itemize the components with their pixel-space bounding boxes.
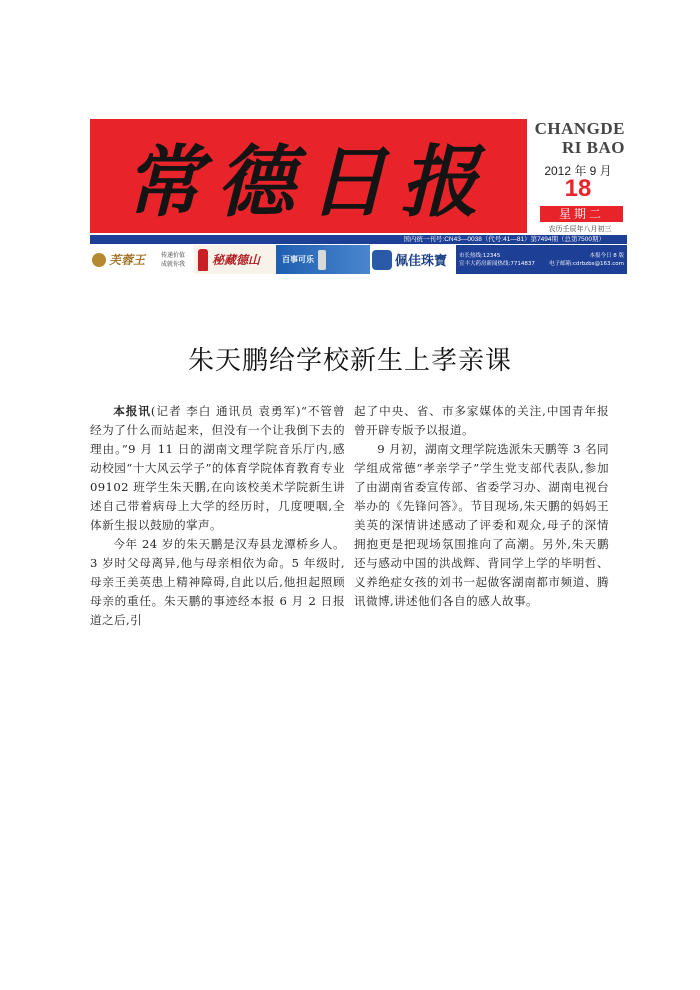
ad-brand: 秘藏德山	[212, 253, 261, 267]
article-headline: 朱天鹏给学校新生上孝亲课	[187, 346, 512, 376]
news-hotline: 宣丰大药房新闻热线:7714837	[459, 260, 535, 267]
article-paragraph: 今年 24 岁的朱天鹏是汉寿县龙潭桥乡人。3 岁时父母离异,他与母亲相依为命。5 年级时,母亲王美英患上精神障碍,自此以后,他担起照顾母亲的重任。朱天鹏的事迹经本报 6 月 2 日报道之后,引	[90, 537, 345, 627]
newspaper-title: 常德日报	[124, 137, 493, 228]
contact-email[interactable]: 电子邮箱:cdrbzbs@163.com	[549, 260, 624, 267]
ad-strip	[90, 245, 627, 274]
furongwang-logo-icon	[92, 253, 106, 267]
contact-info-box	[456, 245, 627, 274]
lunar-date: 农历壬辰年八月初三	[548, 225, 612, 233]
article-column-right	[354, 402, 609, 611]
ad-slogan	[152, 245, 194, 274]
article-column-left	[90, 402, 345, 630]
mayor-hotline: 市长热线:12345	[459, 252, 501, 259]
article-paragraph	[90, 402, 345, 535]
slogan-line1: 传递价值	[160, 251, 185, 259]
article-paragraph: 起了中央、省、市多家媒体的关注,中国青年报曾开辟专版予以报道。	[354, 404, 609, 437]
liquor-bottle-icon	[198, 249, 208, 271]
issue-day: 18	[564, 175, 592, 202]
latin-name-line2: RI BAO	[562, 138, 625, 157]
ad-brand: 芙蓉王	[109, 253, 146, 267]
edition-note: 本报今日 8 版	[589, 252, 624, 259]
paragraph-text: (记者 李白 通讯员 袁勇军)“不管曾经为了什么而站起来，但没有一个让我倒下去的理由。”9 月 11 日的湖南文理学院音乐厅内,感动校园“十大风云学子”的体育学院体育教育专业 09102 班学生朱天鹏,在向该校美术学院新生讲述自己带着病母上大学的经历时，几度哽咽,全体新生报以鼓励的掌声。	[90, 404, 345, 532]
ad-pepsi[interactable]	[276, 245, 370, 274]
lead-label: 本报讯	[113, 404, 151, 418]
weekday-badge: 星期二	[540, 206, 623, 222]
ad-furongwang[interactable]	[90, 245, 152, 274]
ad-decangshan[interactable]	[194, 245, 276, 274]
ad-brand: 佩佳珠寶	[395, 254, 448, 269]
article-paragraph: 9 月初，湖南文理学院选派朱天鹏等 3 名同学组成常德“孝亲学子”学生党支部代表队,参加了由湖南省委宣传部、省委学习办、湖南电视台举办的《先锋问答》。节目现场,朱天鹏的妈妈王美英的深情讲述感动了评委和观众,母子的深情拥抱更是把现场氛围推向了高潮。另外,朱天鹏还与感动中国的洪战辉、背同学上学的毕明哲、义养绝症女孩的刘书一起做客湖南都市频道、腾讯微博,讲述他们各自的感人故事。	[354, 442, 609, 608]
slogan-line2: 成就你我	[160, 260, 185, 268]
issue-date: 2012 年 9 月	[544, 164, 612, 178]
ad-text: 百事可乐	[282, 255, 314, 264]
drink-can-icon	[318, 250, 326, 270]
latin-name-line1: CHANGDE	[534, 119, 625, 138]
jewelry-logo-icon	[372, 250, 392, 270]
ad-peijia-jewelry[interactable]	[370, 245, 456, 274]
registry-bar: 国内统一刊号:CN43—0038（代号:41—81）第7494期（总第7500期）	[90, 235, 627, 244]
